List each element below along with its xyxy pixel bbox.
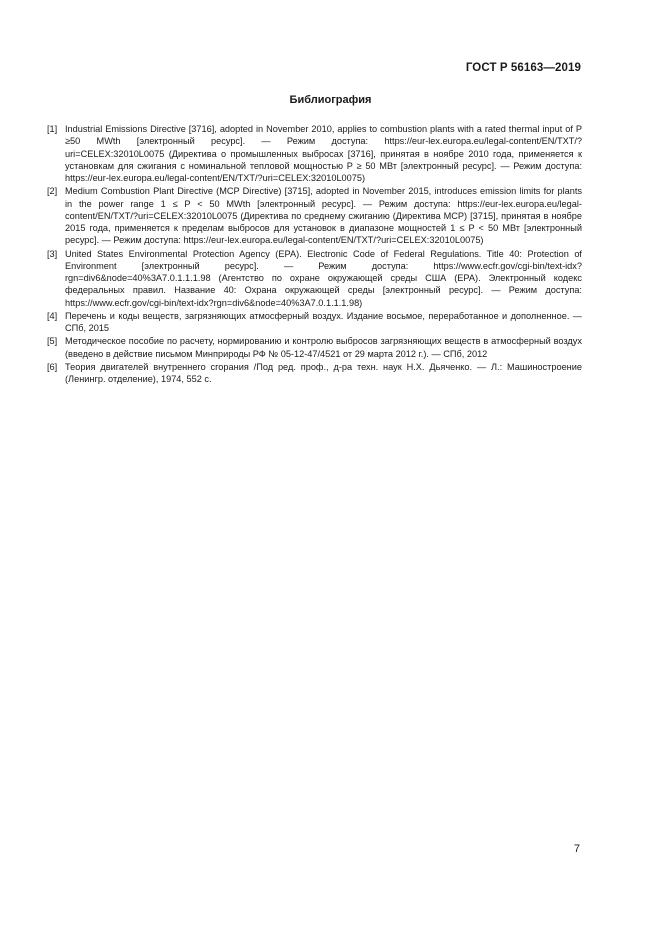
bibliography-entry-2: [47, 185, 582, 246]
bibliography-entry-5: [47, 335, 582, 360]
bibliography-title: Библиография: [289, 94, 372, 106]
entry-text: Теория двигателей внутреннего сгорания /Под ред. проф., д-ра техн. наук Н.Х. Дьяченко. — Л.: Машиностроение (Ленингр. отделение), 1974, 552 с.: [65, 361, 582, 384]
entry-number: [3]: [47, 248, 58, 259]
bibliography-entry-3: [47, 248, 582, 309]
entry-text: Методическое пособие по расчету, нормированию и контролю выбросов загрязняющих веществ в атмосферный воздух (введено в действие письмом Минприроды РФ № 05-12-47/4521 от 29 марта 2012 г.). — СПб, 2012: [65, 336, 582, 359]
entry-number: [2]: [47, 186, 58, 197]
bibliography-list: [47, 123, 582, 386]
entry-number: [6]: [47, 361, 58, 372]
entry-text: Перечень и коды веществ, загрязняющих атмосферный воздух. Издание восьмое, переработанное и дополненное. — СПб, 2015: [65, 310, 582, 333]
entry-text: Industrial Emissions Directive [3716], adopted in November 2010, applies to combustion plants with a rated thermal input of P ≥50 MWth [электронный ресурс]. — Режим доступа: https://eur-lex.europa.eu/legal-content/EN/TXT/?uri=CELEX:32010L0075 (Директива о промышленных выбросах [3716], принятая в ноябре 2010 года, применяется к установкам для сжигания с номинальной тепловой мощностью P ≥ 50 МВт [электронный ресурс]. — Режим доступа: https://eur-lex.europa.eu/legal-content/EN/TXT/?uri=CELEX:32010L0075): [65, 124, 582, 183]
entry-number: [1]: [47, 124, 58, 134]
entry-text: United States Environmental Protection Agency (EPA). Electronic Code of Federal Regulations. Title 40: Protection of Environment [электронный ресурс]. — Режим доступа: https://www.ecfr.gov/cgi-bin/text-idx?rgn=div6&node=40%3A7.0.1.1.1.98 (Агентство по охране окружающей среды США (EPA). Электронный кодекс федеральных правил. Название 40: Охрана окружающей среды [электронный ресурс]. — Режим доступа: https://www.ecfr.gov/cgi-bin/text-idx?rgn=div6&node=40%3A7.0.1.1.1.98): [65, 248, 582, 308]
bibliography-entry-1: [47, 123, 582, 184]
bibliography-entry-6: [47, 361, 582, 386]
entry-number: [5]: [47, 336, 58, 347]
page-number: 7: [573, 843, 580, 855]
entry-text: Medium Combustion Plant Directive (MCP Directive) [3715], adopted in November 2015, introduces emission limits for plants in the power range 1 ≤ P < 50 MWth [электронный ресурс]. — Режим доступа: https://eur-lex.europa.eu/legal-content/EN/TXT/?uri=CELEX:32010L0075 (Директива по среднему сжиганию (Директива MCP) [3715], принятая в ноябре 2015 года, применяется к пределам выбросов для установок в диапазоне мощностей 1 ≤ P < 50 МВт [электронный ресурс]. — Режим доступа: https://eur-lex.europa.eu/legal-content/EN/TXT/?uri=CELEX:32010L0075): [65, 186, 582, 246]
entry-number: [4]: [47, 310, 58, 321]
standard-code-header: ГОСТ Р 56163—2019: [465, 62, 581, 74]
bibliography-entry-4: [47, 310, 582, 335]
